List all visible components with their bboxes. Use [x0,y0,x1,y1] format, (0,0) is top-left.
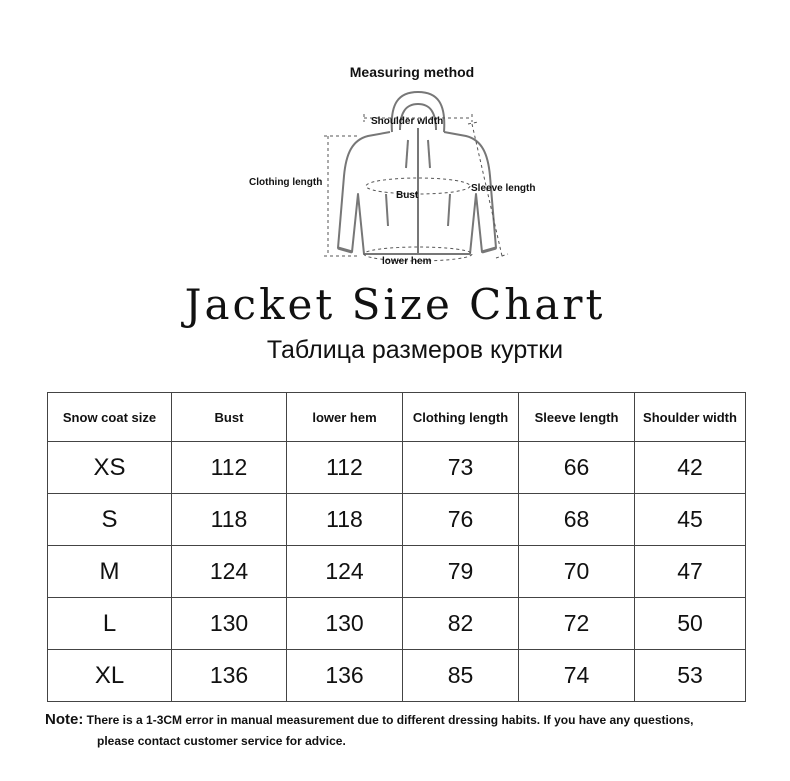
shoulder-width-label: Shoulder width [371,116,444,127]
shoulder-width-cell: 53 [635,650,746,702]
hoodie-measuring-diagram [240,84,560,274]
note-text-line2: please contact customer service for advice. [97,734,346,748]
header-size: Snow coat size [48,393,172,442]
size-cell: M [48,546,172,598]
table-row [48,546,746,598]
clothing-length-cell: 79 [403,546,519,598]
clothing-length-cell: 73 [403,442,519,494]
size-cell: S [48,494,172,546]
bust-cell: 136 [172,650,287,702]
lower-hem-cell: 136 [287,650,403,702]
chart-title-english: Jacket Size Chart [184,280,606,329]
shoulder-width-cell: 50 [635,598,746,650]
bust-cell: 130 [172,598,287,650]
bust-cell: 124 [172,546,287,598]
sleeve-length-cell: 72 [519,598,635,650]
bust-label: Bust [396,190,419,201]
header-sleeve-length: Sleeve length [519,393,635,442]
bust-cell: 118 [172,494,287,546]
clothing-length-cell: 82 [403,598,519,650]
size-cell: XS [48,442,172,494]
size-cell: L [48,598,172,650]
shoulder-width-cell: 45 [635,494,746,546]
note-block [45,709,765,752]
table-row [48,598,746,650]
note-text-line1: There is a 1-3CM error in manual measurement due to different dressing habits. If you have any questions, [86,713,694,727]
sleeve-length-cell: 68 [519,494,635,546]
table-row [48,442,746,494]
table-row [48,494,746,546]
note-label: Note: [45,711,84,728]
lower-hem-cell: 112 [287,442,403,494]
header-clothing-length: Clothing length [403,393,519,442]
clothing-length-label: Clothing length [249,177,323,188]
chart-title-russian: Таблица размеров куртки [266,336,564,364]
lower-hem-cell: 118 [287,494,403,546]
lower-hem-cell: 124 [287,546,403,598]
lower-hem-label: lower hem [382,256,432,267]
shoulder-width-cell: 47 [635,546,746,598]
sleeve-length-label: Sleeve length [471,183,536,194]
sleeve-length-cell: 70 [519,546,635,598]
bust-cell: 112 [172,442,287,494]
sleeve-length-cell: 66 [519,442,635,494]
measuring-method-title: Measuring method [349,64,475,80]
header-shoulder-width: Shoulder width [635,393,746,442]
size-table [47,392,746,702]
clothing-length-cell: 85 [403,650,519,702]
lower-hem-cell: 130 [287,598,403,650]
table-row [48,650,746,702]
clothing-length-cell: 76 [403,494,519,546]
sleeve-length-cell: 74 [519,650,635,702]
table-header-row [48,393,746,442]
size-cell: XL [48,650,172,702]
shoulder-width-cell: 42 [635,442,746,494]
header-lower-hem: lower hem [287,393,403,442]
header-bust: Bust [172,393,287,442]
